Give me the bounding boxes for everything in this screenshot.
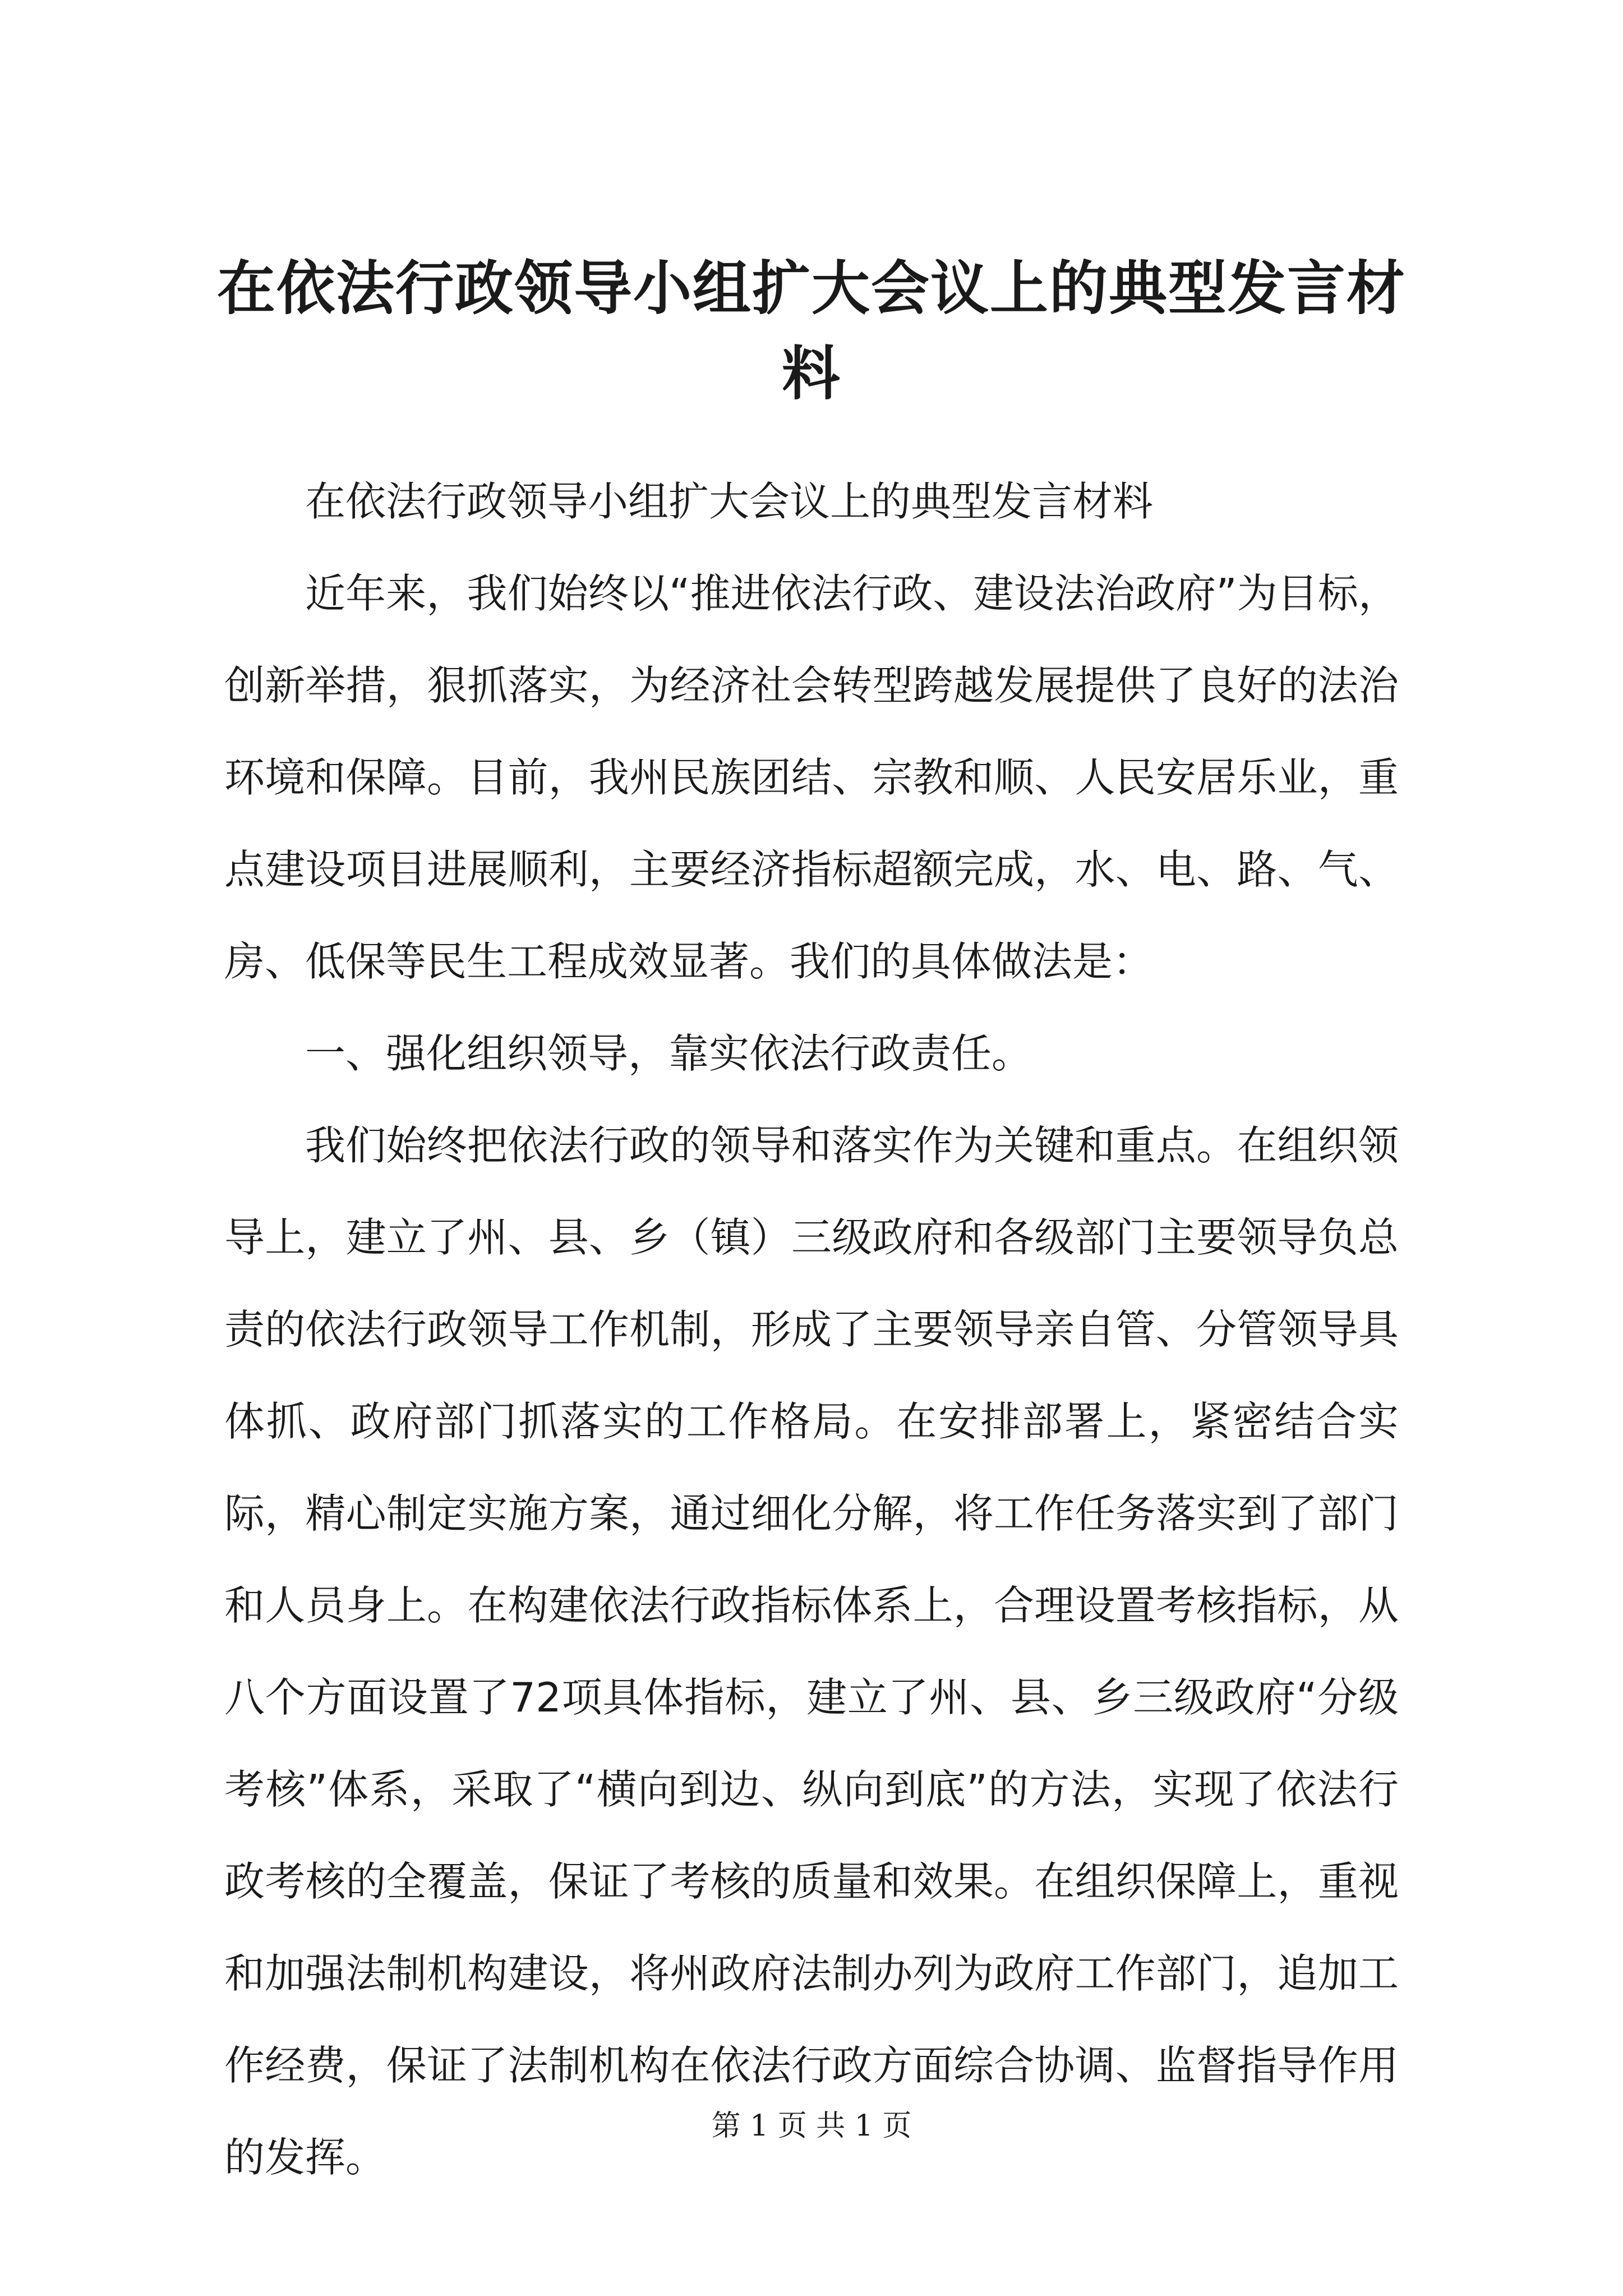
document-title: 在依法行政领导小组扩大会议上的典型发言材料 — [216, 254, 1406, 408]
document-body — [224, 455, 1399, 2203]
paragraph-section-heading: 一、强化组织领导，靠实依法行政责任。 — [305, 1030, 1032, 1077]
paragraph-section-body: 我们始终把依法行政的领导和落实作为关键和重点。在组织领导上，建立了州、县、乡（镇）三级政府和各级部门主要领导负总责的依法行政领导工作机制，形成了主要领导亲自管、分管领导具体抓、政府部门抓落实的工作格局。在安排部署上，紧密结合实际，精心制定实施方案，通过细化分解，将工作任务落实到了部门和人员身上。在构建依法行政指标体系上，合理设置考核指标，从八个方面设置了72项具体指标，建立了州、县、乡三级政府“分级考核”体系，采取了“横向到边、纵向到底”的方法，实现了依法行政考核的全覆盖，保证了考核的质量和效果。在组织保障上，重视和加强法制机构建设，将州政府法制办列为政府工作部门，追加工作经费，保证了法制机构在依法行政方面综合协调、监督指导作用的发挥。 — [224, 1122, 1399, 2181]
paragraph-subtitle: 在依法行政领导小组扩大会议上的典型发言材料 — [305, 478, 1154, 525]
paragraph-intro: 近年来，我们始终以“推进依法行政、建设法治政府”为目标，创新举措，狠抓落实，为经济社会转型跨越发展提供了良好的法治环境和保障。目前，我州民族团结、宗教和顺、人民安居乐业，重点建设项目进展顺利，主要经济指标超额完成，水、电、路、气、房、低保等民生工程成效显著。我们的具体做法是： — [224, 570, 1399, 985]
page-footer: 第 1 页 共 1 页 — [711, 2109, 912, 2143]
